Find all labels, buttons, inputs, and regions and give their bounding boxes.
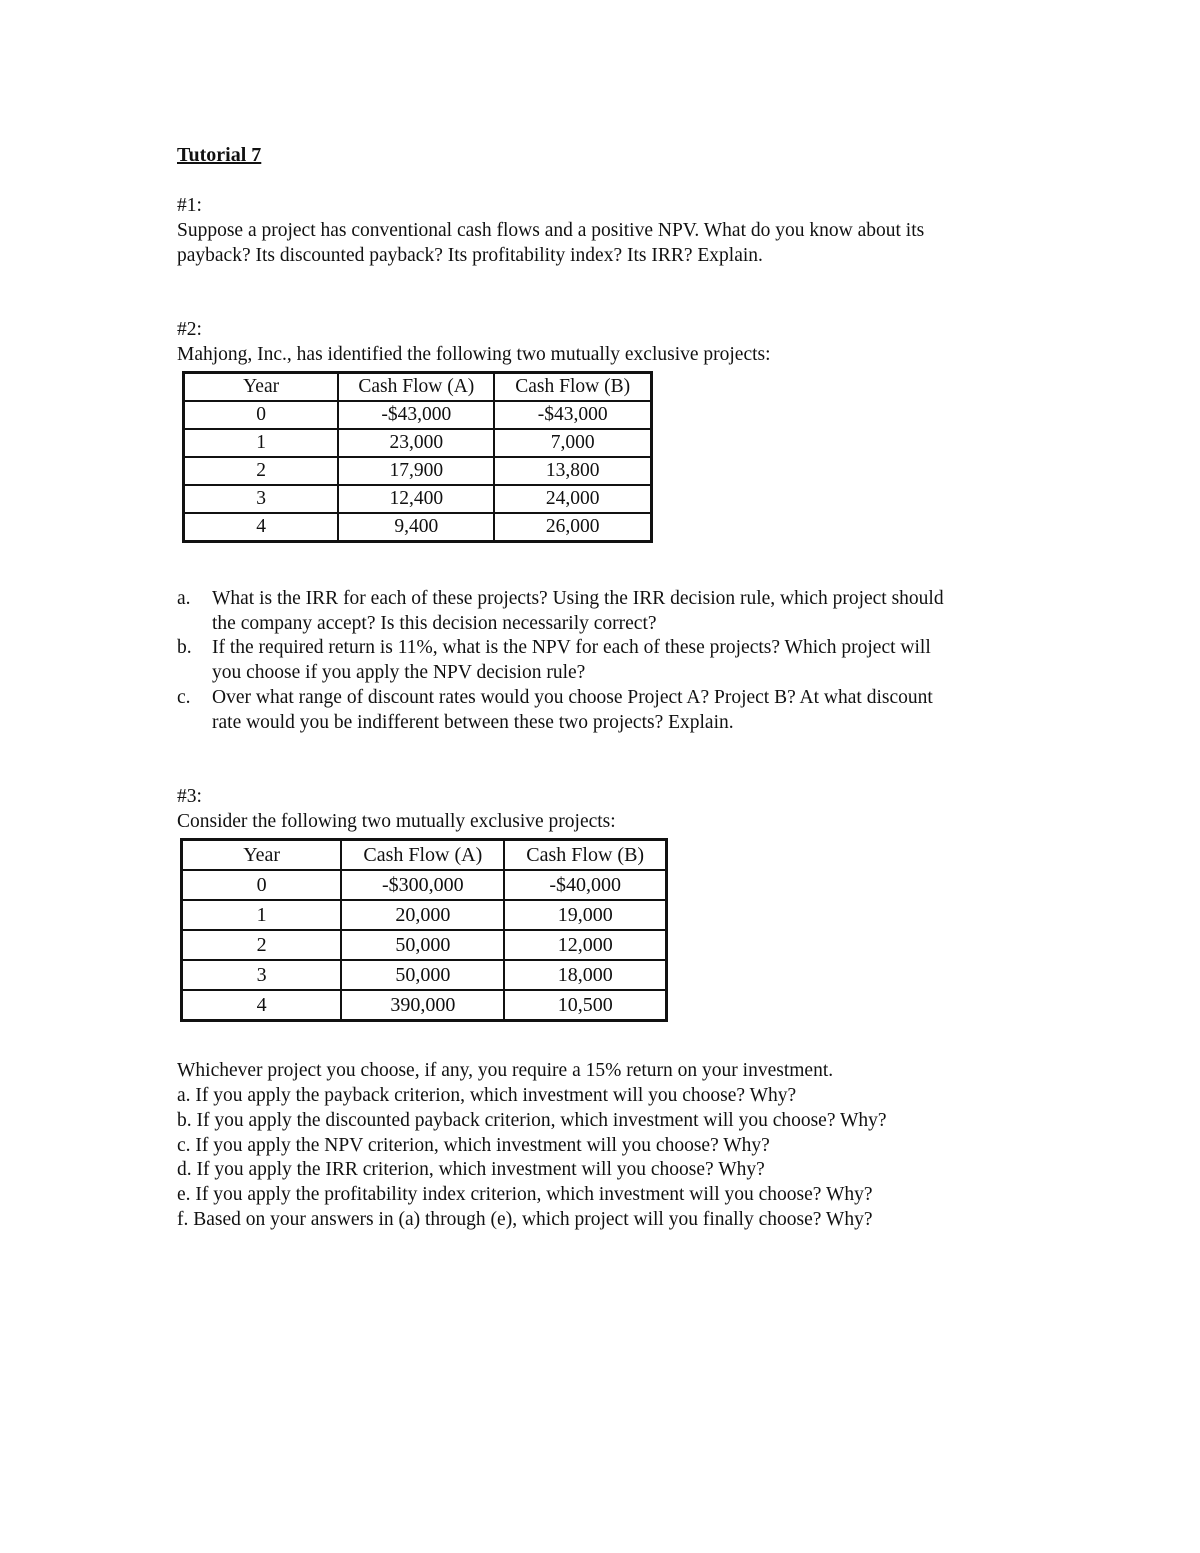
list-marker: c. xyxy=(177,687,191,708)
table-row xyxy=(184,485,652,513)
table-cell: 10,500 xyxy=(504,990,666,1021)
q1-text-line-2: payback? Its discounted payback? Its profitability index? Its IRR? Explain. xyxy=(177,245,763,266)
column-header-cash-flow-a: Cash Flow (A) xyxy=(341,840,504,871)
column-header-cash-flow-b: Cash Flow (B) xyxy=(494,373,651,402)
table-cell: 12,000 xyxy=(504,930,666,960)
list-item-text xyxy=(212,685,1032,735)
column-header-cash-flow-a: Cash Flow (A) xyxy=(338,373,494,402)
list-item-text xyxy=(212,586,1032,636)
table-header-row xyxy=(184,373,652,402)
table-cell: -$43,000 xyxy=(338,401,494,429)
table-cell: 50,000 xyxy=(341,960,504,990)
table-row xyxy=(184,513,652,542)
table-cell: 7,000 xyxy=(494,429,651,457)
q3-item-a: a. If you apply the payback criterion, which investment will you choose? Why? xyxy=(177,1085,797,1106)
q1-heading: #1: xyxy=(177,195,202,216)
list-marker: b. xyxy=(177,637,192,658)
q3-item-b: b. If you apply the discounted payback criterion, which investment will you choose? Why? xyxy=(177,1110,887,1131)
table-row xyxy=(182,870,667,900)
list-item-text xyxy=(212,635,1032,685)
list-item-line: If the required return is 11%, what is the NPV for each of these projects? Which project will xyxy=(212,637,931,658)
column-header-cash-flow-b: Cash Flow (B) xyxy=(504,840,666,871)
q2-heading: #2: xyxy=(177,319,202,340)
table-cell: 3 xyxy=(182,960,342,990)
table-row xyxy=(182,900,667,930)
column-header-year: Year xyxy=(182,840,342,871)
table-cell: 20,000 xyxy=(341,900,504,930)
q2-intro: Mahjong, Inc., has identified the following two mutually exclusive projects: xyxy=(177,344,771,365)
q3-requirement: Whichever project you choose, if any, you require a 15% return on your investment. xyxy=(177,1060,834,1081)
column-header-year: Year xyxy=(184,373,339,402)
table-row xyxy=(184,429,652,457)
list-item-line: Over what range of discount rates would you choose Project A? Project B? At what discount xyxy=(212,687,933,708)
q3-item-d: d. If you apply the IRR criterion, which investment will you choose? Why? xyxy=(177,1159,765,1180)
q1-text-line-1: Suppose a project has conventional cash flows and a positive NPV. What do you know about its xyxy=(177,220,925,241)
q3-heading: #3: xyxy=(177,786,202,807)
table-cell: 390,000 xyxy=(341,990,504,1021)
table-cell: 0 xyxy=(182,870,342,900)
table-cell: 9,400 xyxy=(338,513,494,542)
table-cell: 12,400 xyxy=(338,485,494,513)
q3-item-e: e. If you apply the profitability index criterion, which investment will you choose? Why? xyxy=(177,1184,873,1205)
q3-cash-flow-table xyxy=(180,838,668,1022)
table-cell: 13,800 xyxy=(494,457,651,485)
table-cell: 18,000 xyxy=(504,960,666,990)
table-cell: 19,000 xyxy=(504,900,666,930)
table-cell: -$43,000 xyxy=(494,401,651,429)
list-item-line: rate would you be indifferent between these two projects? Explain. xyxy=(212,712,734,733)
table-cell: 2 xyxy=(184,457,339,485)
table-cell: -$40,000 xyxy=(504,870,666,900)
table-cell: 50,000 xyxy=(341,930,504,960)
list-item-line: What is the IRR for each of these projects? Using the IRR decision rule, which project should xyxy=(212,588,944,609)
q3-intro: Consider the following two mutually exclusive projects: xyxy=(177,811,616,832)
table-cell: 4 xyxy=(182,990,342,1021)
table-row xyxy=(182,990,667,1021)
table-row xyxy=(182,930,667,960)
table-cell: 2 xyxy=(182,930,342,960)
table-cell: 17,900 xyxy=(338,457,494,485)
list-item-line: the company accept? Is this decision necessarily correct? xyxy=(212,613,657,634)
q3-item-f: f. Based on your answers in (a) through (e), which project will you finally choose? Why? xyxy=(177,1209,873,1230)
table-cell: 24,000 xyxy=(494,485,651,513)
page-title: Tutorial 7 xyxy=(177,144,262,166)
list-item-line: you choose if you apply the NPV decision rule? xyxy=(212,662,586,683)
q2-cash-flow-table xyxy=(182,371,653,543)
table-row xyxy=(182,960,667,990)
q3-item-c: c. If you apply the NPV criterion, which investment will you choose? Why? xyxy=(177,1135,770,1156)
table-cell: 3 xyxy=(184,485,339,513)
table-cell: 4 xyxy=(184,513,339,542)
table-cell: 23,000 xyxy=(338,429,494,457)
table-row xyxy=(184,457,652,485)
table-cell: 0 xyxy=(184,401,339,429)
table-cell: 26,000 xyxy=(494,513,651,542)
table-cell: -$300,000 xyxy=(341,870,504,900)
table-row xyxy=(184,401,652,429)
table-header-row xyxy=(182,840,667,871)
table-cell: 1 xyxy=(184,429,339,457)
list-marker: a. xyxy=(177,588,191,609)
table-cell: 1 xyxy=(182,900,342,930)
